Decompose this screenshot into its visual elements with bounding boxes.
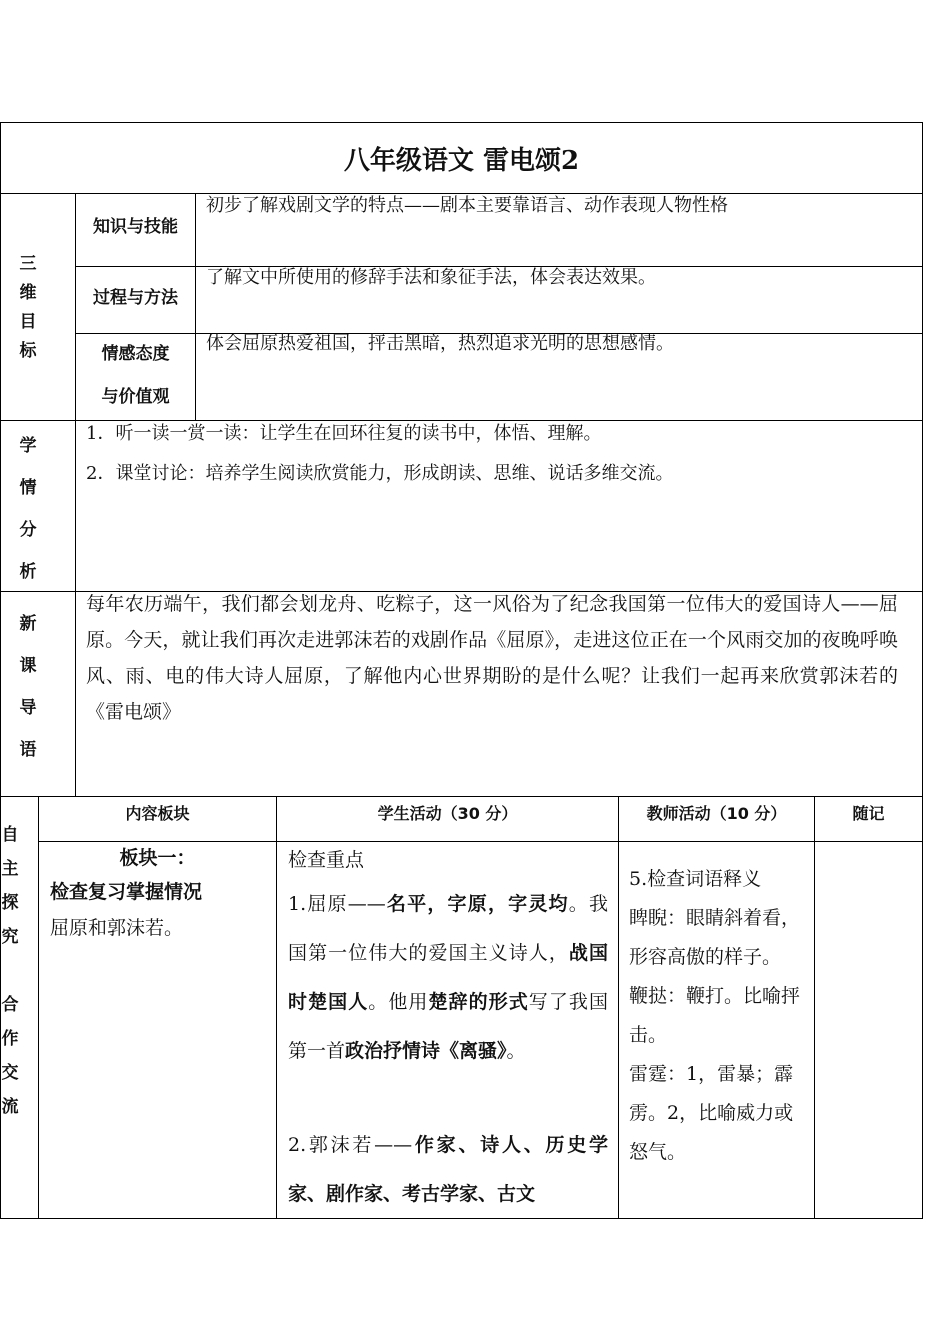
student-notes — [288, 880, 608, 1076]
goal-label-emotion-1: 情感态度 — [101, 344, 170, 364]
student-p2 — [288, 1121, 608, 1219]
content-block-text: 屈原和郭沫若。 — [50, 917, 184, 939]
analysis-side-char: 学 — [19, 436, 37, 456]
student-p1-e: 。他用 — [368, 991, 429, 1013]
analysis-side-char: 情 — [19, 478, 37, 498]
intro-side-label — [18, 603, 38, 771]
analysis-side-label — [18, 425, 38, 593]
student-p1-d: 战国时楚国人 — [288, 942, 608, 1013]
activity-side-char: 交 — [1, 1063, 19, 1083]
goals-label-divider — [195, 193, 196, 420]
goal-label-knowledge: 知识与技能 — [93, 217, 178, 237]
goals-side-char: 标 — [19, 341, 37, 361]
page-title: 八年级语文 雷电颂2 — [343, 145, 580, 176]
goal-text-knowledge: 初步了解戏剧文学的特点——剧本主要靠语言、动作表现人物性格 — [206, 195, 728, 216]
student-p1-a: 1.屈原—— — [288, 893, 386, 915]
teacher-heading: 5.检查词语释义 — [629, 868, 762, 890]
student-p1-c: 。我国第一位伟大的爱国主义诗人， — [288, 893, 608, 964]
activity-side-label — [0, 818, 20, 1124]
activity-col-divider-1 — [276, 796, 277, 1219]
activity-col-divider-2 — [618, 796, 619, 1219]
student-p2-b: 作家、诗人、历史学家、剧作家、考古学家、古文 — [288, 1134, 608, 1205]
goals-side-char: 目 — [19, 312, 37, 332]
analysis-side-char: 分 — [19, 520, 37, 540]
activity-side-char: 作 — [1, 1029, 19, 1049]
student-p1-i: 。 — [506, 1040, 526, 1062]
header-student: 学生活动（30 分） — [377, 804, 518, 823]
activity-side-spacer — [0, 954, 20, 988]
activity-side-char: 探 — [1, 893, 19, 913]
goal-label-emotion-2: 与价值观 — [101, 387, 170, 407]
teacher-notes — [629, 860, 809, 1172]
goal-label-process: 过程与方法 — [93, 288, 178, 308]
intro-text: 每年农历端午，我们都会划龙舟、吃粽子，这一风俗为了纪念我国第一位伟大的爱国诗人——屈原。今天，就让我们再次走进郭沫若的戏剧作品《屈原》，走进这位正在一个风雨交加的夜晚呼唤风、雨、电的伟大诗人屈原，了解他内心世界期盼的是什么呢？让我们一起再来欣赏郭沫若的《雷电颂》 — [86, 593, 898, 723]
section-divider-activity — [0, 796, 923, 797]
student-heading: 检查重点 — [288, 849, 365, 871]
intro-side-char: 新 — [19, 614, 37, 634]
teacher-line: 鞭挞：鞭打。比喻抨击。 — [629, 985, 801, 1046]
intro-side-char: 导 — [19, 698, 37, 718]
analysis-item-2: 2．课堂讨论：培养学生阅读欣赏能力，形成朗读、思维、说话多维交流。 — [86, 463, 674, 484]
analysis-side-char: 析 — [19, 562, 37, 582]
activity-side-char: 主 — [1, 859, 19, 879]
header-teacher: 教师活动（10 分） — [646, 804, 787, 823]
header-content: 内容板块 — [125, 804, 190, 823]
student-p2-a: 2.郭沫若—— — [288, 1134, 413, 1156]
activity-side-char: 流 — [1, 1097, 19, 1117]
intro-side-char: 语 — [19, 740, 37, 760]
intro-side-char: 课 — [19, 656, 37, 676]
goal-text-emotion: 体会屈原热爱祖国，抨击黑暗，热烈追求光明的思想感情。 — [206, 333, 674, 354]
student-p1-f: 楚辞的形式 — [428, 991, 529, 1013]
goals-side-char: 三 — [19, 254, 37, 274]
activity-side-char: 究 — [1, 927, 19, 947]
activity-side-char: 自 — [1, 825, 19, 845]
goals-side-label — [18, 250, 38, 366]
analysis-item-1: 1．听一读一赏一读：让学生在回环往复的读书中，体悟、理解。 — [86, 423, 602, 444]
activity-col-divider-3 — [814, 796, 815, 1219]
teacher-line: 雷霆：1，雷暴；霹雳。2，比喻威力或怒气。 — [629, 1063, 794, 1163]
teacher-line: 睥睨：眼睛斜着看，形容高傲的样子。 — [629, 907, 801, 968]
student-p1-h: 政治抒情诗《离骚》 — [345, 1040, 507, 1062]
student-p1-b: 名平，字原，字灵均 — [385, 893, 569, 915]
table-border-right — [922, 122, 923, 1219]
content-block-subtitle: 检查复习掌握情况 — [50, 881, 203, 903]
activity-header-divider — [38, 841, 923, 842]
student-p1-g: 写了我国第一首 — [288, 991, 608, 1062]
goals-side-char: 维 — [19, 283, 37, 303]
header-notes: 随记 — [852, 804, 885, 823]
content-block-title: 板块一： — [119, 847, 196, 869]
goal-text-process: 了解文中所使用的修辞手法和象征手法，体会表达效果。 — [206, 267, 656, 288]
activity-side-char: 合 — [1, 995, 19, 1015]
